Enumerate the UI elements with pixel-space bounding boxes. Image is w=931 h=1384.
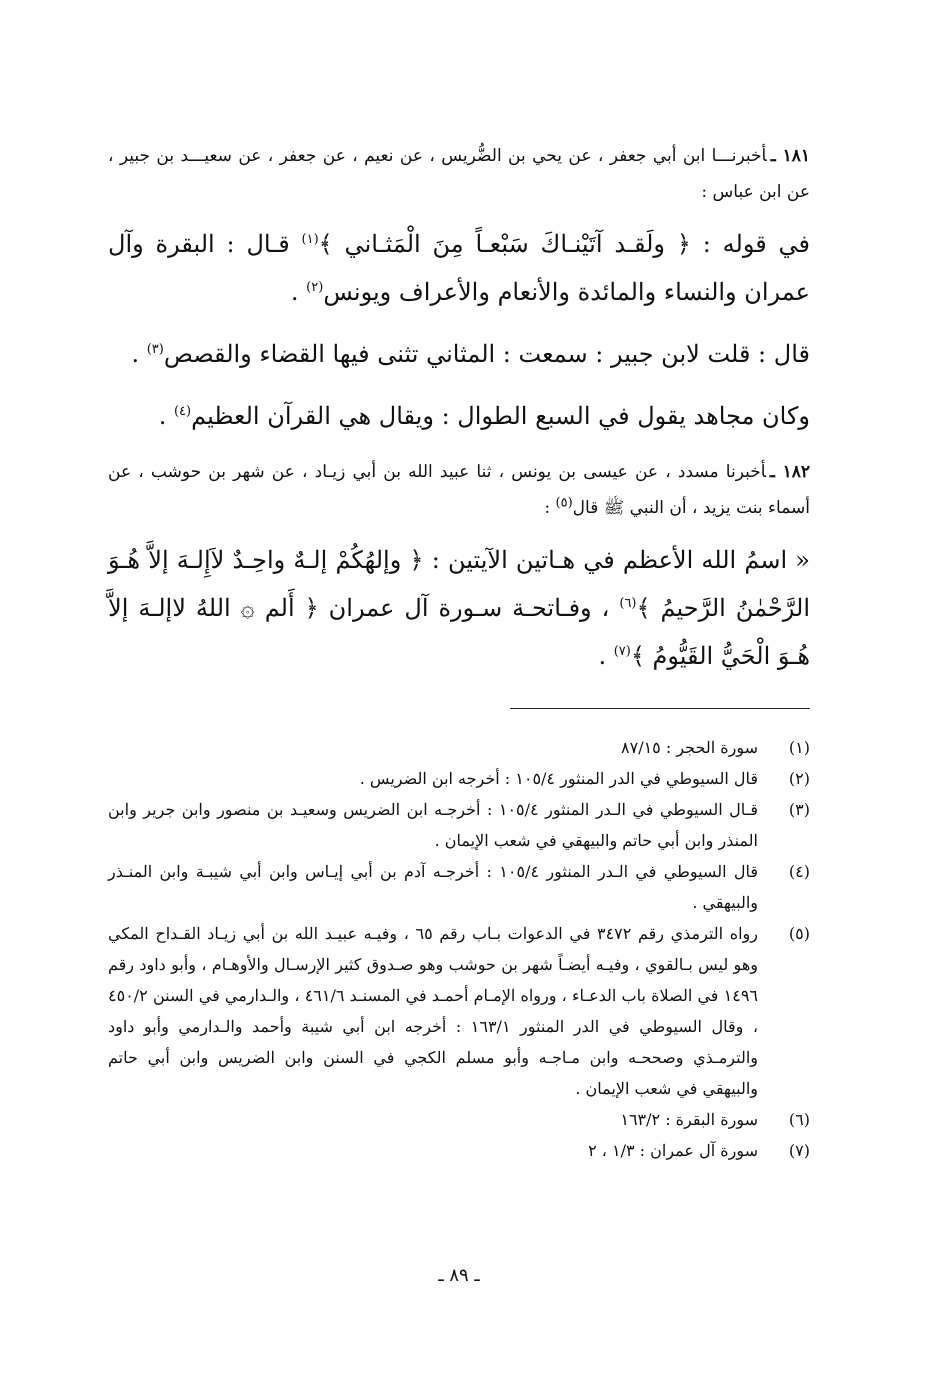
hadith-181-verse-paragraph	[108, 220, 810, 316]
footnote-5	[108, 918, 810, 1104]
footnote-7	[108, 1135, 810, 1166]
footnote-marker: (٤)	[788, 862, 810, 881]
period: .	[158, 402, 174, 430]
hadith-181-mujahid-paragraph	[108, 392, 810, 440]
mujahid-saying: وكان مجاهد يقول في السبع الطوال : ويقال هي القرآن العظيم	[191, 402, 810, 430]
footnote-ref-3: (٣)	[146, 342, 164, 357]
footnote-marker: (٢)	[788, 769, 810, 788]
period: .	[598, 642, 614, 670]
hadith-181-number: ١٨١ ـ	[770, 146, 810, 166]
footnote-marker: (٣)	[788, 800, 810, 819]
footnote-ref-5: (٥)	[555, 495, 573, 511]
footnote-ref-7: (٧)	[613, 644, 631, 659]
hadith-182-number: ١٨٢ ـ	[769, 462, 810, 482]
page-number: ـ ٨٩ ـ	[438, 1265, 480, 1286]
footnote-text: رواه الترمذي رقم ٣٤٧٢ في الدعوات بـاب رقم ٦٥ ، وفيـه عبيـد الله بن أبي زيـاد القـداح المكي وهو ليس بـالقوي ، وفيـه أيضـاً شهر بن حوشب وهو صـدوق كثير الإرسـال والأوهـام ، وأبو داود رقم ١٤٩٦ في الصلاة باب الدعـاء ، ورواه الإمـام أحمـد في المسنـد ٤٦١/٦ ، والـدارمي في السنن ٤٥٠/٢ ، وقال السيوطي في الدر المنثور ١٦٣/١ : أخرجه ابن أبي شيبة وأحمد والـدارمي وأبو داود والترمـذي وصححـه وابن مـاجـه وأبو مسلم الكجي في السنن وابن الضريس وابن أبي حاتم والبيهقي في شعب الإيمان .	[108, 924, 759, 1098]
seven-long-surahs-list: قـال : البقرة وآل عمران والنساء والمائدة والأنعام والأعراف ويونس	[108, 230, 810, 306]
footnote-text: قال السيوطي في الدر المنثور ١٠٥/٤ : أخرجه ابن الضريس .	[359, 769, 758, 788]
period: .	[290, 278, 307, 306]
al-imran-opening-quote: ، وفـاتحـة سـورة آل عمران ﴿ أَلم ۞ اللهُ لاإلـهَ إلاَّ هُـوَ الْحَيُّ القَيُّومُ ﴾	[108, 594, 810, 670]
hadith-181-ibn-jubayr-paragraph	[108, 330, 810, 378]
colon: :	[544, 498, 556, 518]
footnote-text: سورة آل عمران : ١/٣ ، ٢	[588, 1141, 758, 1160]
hadith-182-chain: أخبرنا مسدد ، عن عيسى بن يونس ، ثنا عبيد الله بن أبي زيـاد ، عن شهر بن حوشب ، عن أسماء بنت يزيد ، أن النبي ﷺ قال	[108, 462, 810, 518]
footnote-3	[108, 794, 810, 856]
footnote-text: قال السيوطي في الـدر المنثور ١٠٥/٤ : أخرجـه آدم بن أبي إيـاس وابن أبي شيبـة وابن المنـذر والبيهقي .	[108, 862, 759, 912]
footnote-4	[108, 856, 810, 918]
footnote-6	[108, 1104, 810, 1135]
footnote-text: سورة البقرة : ١٦٣/٢	[620, 1110, 758, 1129]
hadith-181-isnad	[108, 138, 810, 210]
book-page	[108, 138, 810, 1318]
footnote-ref-6: (٦)	[619, 596, 637, 611]
footnote-text: قـال السيوطي في الـدر المنثور ١٠٥/٤ : أخرجـه ابن الضريس وسعيـد بن منصور وابن جرير وابن المنذر وابن أبي حاتم والبيهقي في شعب الإيمان .	[108, 800, 759, 850]
footnote-1	[108, 732, 810, 763]
footnote-text: سورة الحجر : ٨٧/١٥	[621, 738, 758, 757]
footnotes-list	[108, 732, 810, 1166]
footnote-ref-1: (١)	[301, 232, 319, 247]
quran-quote-mathani: في قوله : ﴿ ولَقـد آتَيْنـاكَ سَبْعـاً مِنَ الْمَثـاني ﴾	[318, 230, 810, 258]
footnote-2	[108, 763, 810, 794]
footnote-marker: (٥)	[788, 924, 810, 943]
footnote-marker: (٧)	[788, 1141, 810, 1160]
footnote-marker: (٦)	[788, 1110, 810, 1129]
footnote-ref-4: (٤)	[173, 404, 192, 419]
ibn-jubayr-saying: قال : قلت لابن جبير : سمعت : المثاني تثنى فيها القضاء والقصص	[163, 340, 810, 368]
hadith-181-chain: أخبرنـــا ابن أبي جعفر ، عن يحي بن الضُّريس ، عن نعيم ، عن جعفر ، عن سعيـــد بن جبير ، عن ابن عباس :	[108, 146, 810, 202]
greatest-name-quote: « اسمُ الله الأعظم في هـاتين الآيتين : ﴿ وإلهُكُمْ إلـهٌ واحِـدٌ لاَإِلـهَ إلاَّ هُـوَ الرَّحْمٰنُ الرَّحيمُ ﴾	[108, 546, 811, 622]
hadith-182-isnad	[108, 454, 810, 526]
footnote-divider	[510, 708, 810, 709]
hadith-182-matn	[108, 536, 810, 680]
footnote-ref-2: (٢)	[306, 280, 324, 295]
period: .	[131, 340, 147, 368]
footnote-marker: (١)	[788, 738, 810, 757]
